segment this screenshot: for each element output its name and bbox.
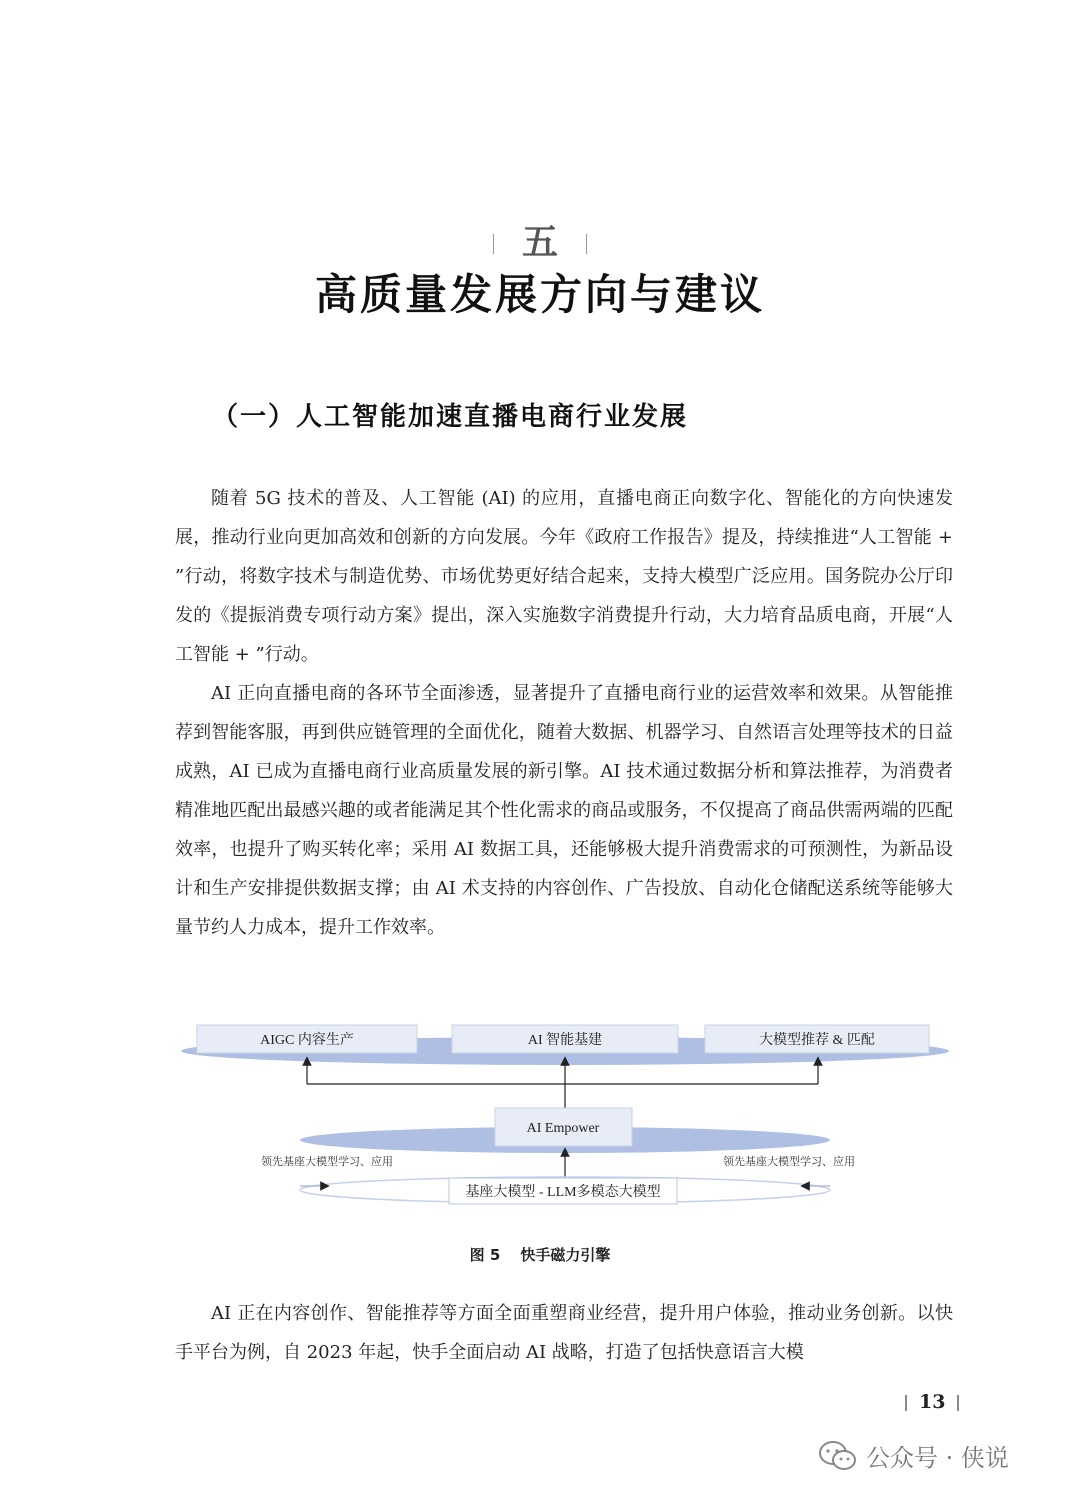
paragraph: AI 正向直播电商的各环节全面渗透，显著提升了直播电商行业的运营效率和效果。从智能推荐到智能客服，再到供应链管理的全面优化，随着大数据、机器学习、自然语言处理等技术的日益成熟，AI 已成为直播电商行业高质量发展的新引擎。AI 技术通过数据分析和算法推荐，为消费者精准地匹配出最感兴趣的或者能满足其个性化需求的商品或服务，不仅提高了商品供需两端的匹配效率，也提升了购买转化率；采用 AI 数据工具，还能够极大提升消费需求的可预测性，为新品设计和生产安排提供数据支撑；由 AI 术支持的内容创作、广告投放、自动化仓储配送系统等能够大量节约人力成本，提升工作效率。 [175,683,953,938]
watermark-text: 公众号 · 侠说 [866,1444,1009,1472]
foundation-model-label: 基座大模型 - LLM多模态大模型 [465,1185,661,1200]
figure-title: 快手磁力引擎 [520,1246,611,1264]
divider [905,1395,907,1411]
side-label-left: 领先基座大模型学习、应用 [261,1156,393,1168]
divider [493,234,494,254]
page-number-text: 13 [919,1391,946,1413]
body-text-bottom [175,1294,953,1372]
chapter-number-text: 五 [521,222,558,263]
figure-diagram [175,1015,955,1215]
watermark [818,1438,1009,1473]
divider [586,234,587,254]
figure-number: 图 5 [469,1246,501,1264]
paragraph: 随着 5G 技术的普及、人工智能 (AI) 的应用，直播电商正向数字化、智能化的方向快速发展，推动行业向更加高效和创新的方向发展。今年《政府工作报告》提及，持续推进“人工智能 + ”行动，将数字技术与制造优势、市场优势更好结合起来，支持大模型广泛应用。国务院办公厅印发的《提振消费专项行动方案》提出，深入实施数字消费提升行动，大力培育品质电商，开展“人工智能 + ”行动。 [175,488,953,665]
side-label-right: 领先基座大模型学习、应用 [723,1156,855,1168]
divider [957,1395,959,1411]
top-box-recommend-label: 大模型推荐 & 匹配 [759,1033,875,1048]
page-number [893,1391,971,1413]
chapter-number [0,214,1080,265]
top-box-ai-infra-label: AI 智能基建 [527,1033,603,1048]
body-text-top [175,479,953,947]
ai-empower-label: AI Empower [526,1121,600,1136]
wechat-icon [818,1440,858,1472]
top-box-aigc-label: AIGC 内容生产 [260,1033,354,1048]
figure-caption [0,1244,1080,1265]
section-title: （一）人工智能加速直播电商行业发展 [212,402,689,432]
paragraph: AI 正在内容创作、智能推荐等方面全面重塑商业经营，提升用户体验，推动业务创新。以快手平台为例，自 2023 年起，快手全面启动 AI 战略，打造了包括快意语言大模 [175,1303,953,1363]
chapter-title: 高质量发展方向与建议 [314,270,765,319]
